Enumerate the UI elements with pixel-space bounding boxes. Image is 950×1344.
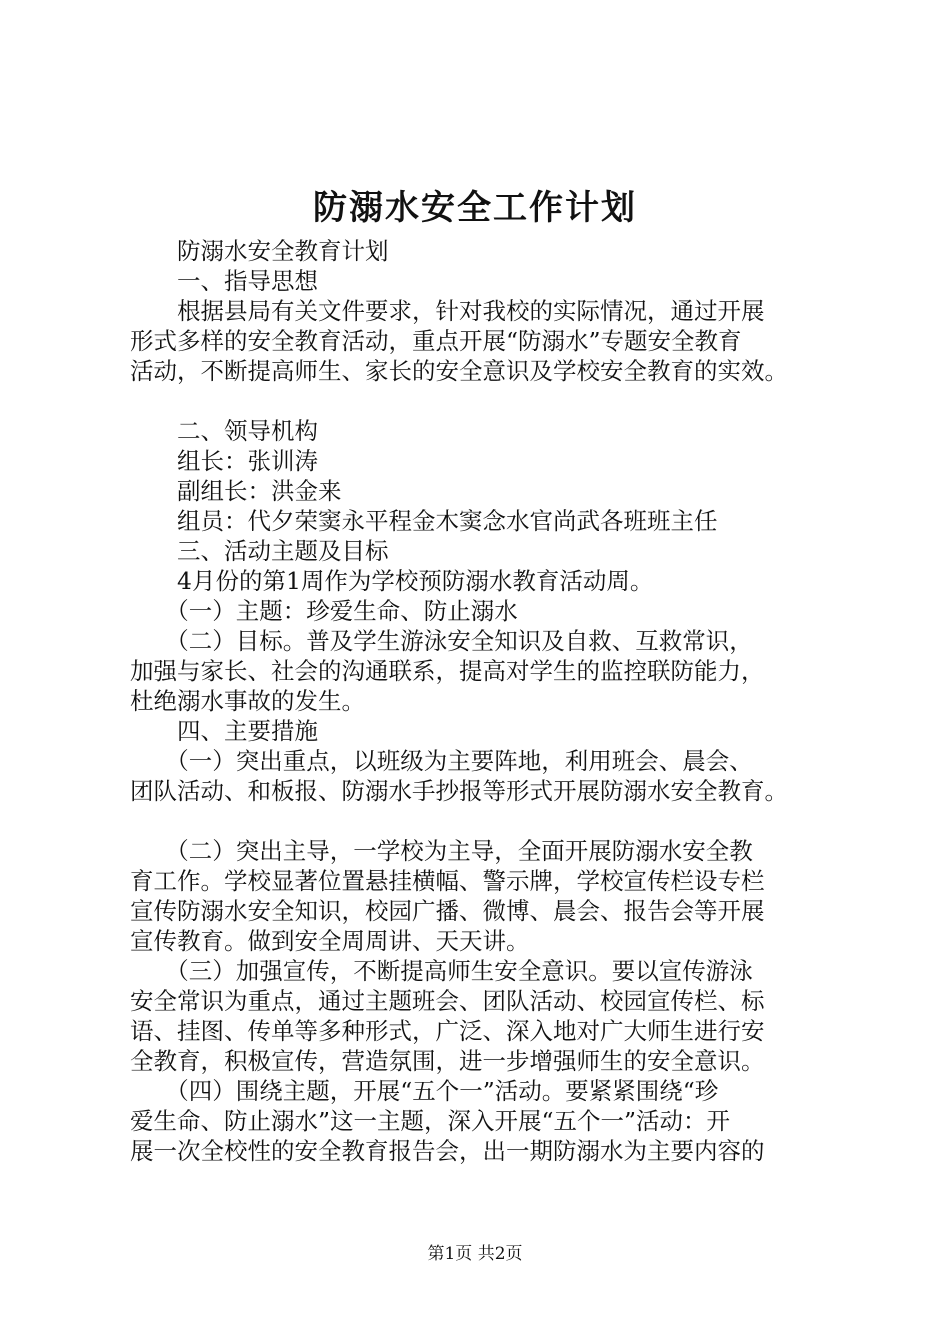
- document-body: [130, 236, 842, 1166]
- body-text-line: 语、挂图、传单等多种形式，广泛、深入地对广大师生进行安: [130, 1017, 765, 1045]
- body-text-line: 加强与家长、社会的沟通联系，提高对学生的监控联防能力，: [130, 657, 765, 685]
- body-text-line: 宣传教育。做到安全周周讲、天天讲。: [130, 927, 530, 955]
- body-text-line: 全教育，积极宣传，营造氛围，进一步增强师生的安全意识。: [130, 1047, 765, 1075]
- body-text-line: 爱生命、防止溺水”这一主题，深入开展“五个一”活动：开: [130, 1107, 731, 1135]
- body-text-line: 三、活动主题及目标: [130, 537, 389, 565]
- body-text-line: （一）主题：珍爱生命、防止溺水: [130, 597, 518, 625]
- body-text-line: 育工作。学校显著位置悬挂横幅、警示牌，学校宣传栏设专栏: [130, 867, 765, 895]
- body-text-line: 活动，不断提高师生、家长的安全意识及学校安全教育的实效。: [130, 357, 788, 385]
- body-text-line: 副组长：洪金来: [130, 477, 342, 505]
- body-text-line: （一）突出重点，以班级为主要阵地，利用班会、晨会、: [130, 747, 753, 775]
- body-text-line: 展一次全校性的安全教育报告会，出一期防溺水为主要内容的: [130, 1137, 765, 1165]
- body-text-line: 根据县局有关文件要求，针对我校的实际情况，通过开展: [130, 297, 765, 325]
- body-text-line: 宣传防溺水安全知识，校园广播、微博、晨会、报告会等开展: [130, 897, 765, 925]
- body-text-line: 组员：代夕荣窦永平程金木窦念水官尚武各班班主任: [130, 507, 718, 535]
- body-text-line: 4月份的第1周作为学校预防溺水教育活动周。: [130, 567, 654, 595]
- body-text-line: （四）围绕主题，开展“五个一”活动。要紧紧围绕“珍: [130, 1077, 719, 1105]
- body-text-line: 团队活动、和板报、防溺水手抄报等形式开展防溺水安全教育。: [130, 777, 788, 805]
- document-title: 防溺水安全工作计划: [313, 188, 637, 228]
- body-text-line: （二）目标。普及学生游泳安全知识及自救、互救常识，: [130, 627, 753, 655]
- body-text-line: 组长：张训涛: [130, 447, 318, 475]
- body-text-line: 安全常识为重点，通过主题班会、团队活动、校园宣传栏、标: [130, 987, 765, 1015]
- blank-line: [130, 806, 842, 836]
- body-text-line: （三）加强宣传，不断提高师生安全意识。要以宣传游泳: [130, 957, 753, 985]
- blank-line: [130, 386, 842, 416]
- body-text-line: 二、领导机构: [130, 417, 318, 445]
- page-footer: 第1页 共2页: [427, 1244, 523, 1264]
- body-text-line: 杜绝溺水事故的发生。: [130, 687, 365, 715]
- body-text-line: 防溺水安全教育计划: [130, 237, 389, 265]
- body-text-line: 一、指导思想: [130, 267, 318, 295]
- body-text-line: 四、主要措施: [130, 717, 318, 745]
- body-text-line: 形式多样的安全教育活动，重点开展“防溺水”专题安全教育: [130, 327, 742, 355]
- body-text-line: （二）突出主导，一学校为主导，全面开展防溺水安全教: [130, 837, 753, 865]
